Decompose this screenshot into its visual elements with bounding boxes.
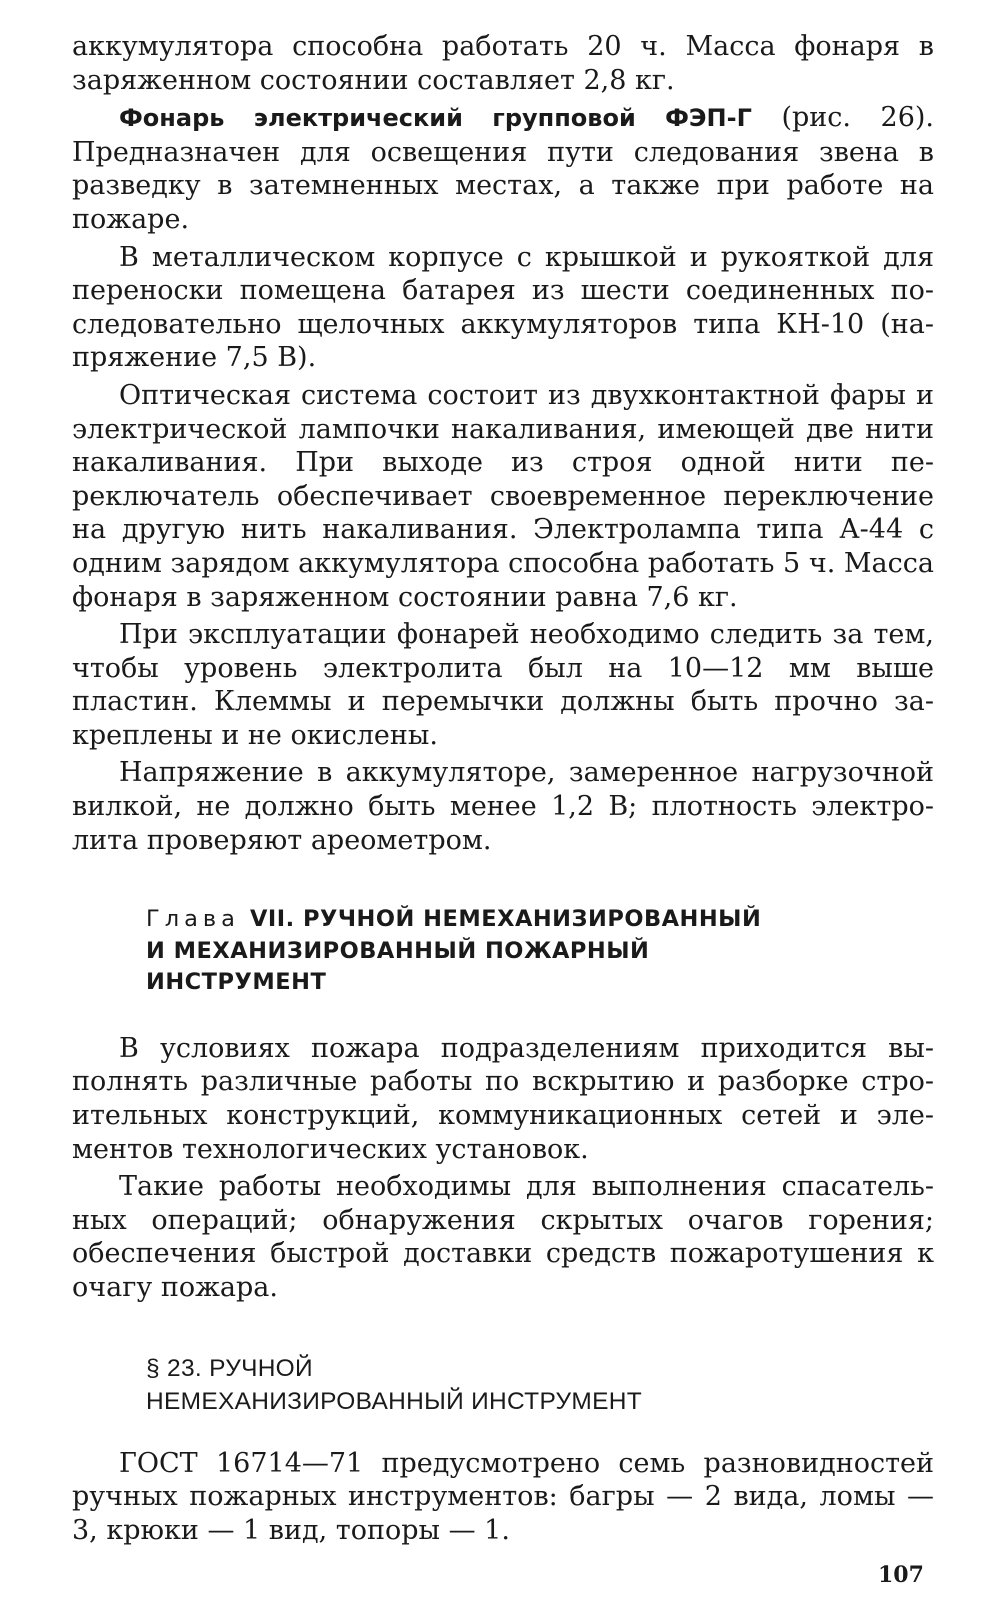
section-title-line-2: НЕМЕХАНИЗИРОВАННЫЙ ИНСТРУМЕНТ [146,1388,643,1415]
chapter-title-line-2: И МЕХАНИЗИРОВАННЫЙ ПОЖАРНЫЙ [146,937,650,964]
chapter-label: Глава [146,906,240,933]
paragraph-2-text: (рис. 26). Предназначен для освещения пути следования звена в разведку в затемненных местах, а также при работе на пожаре. [72,102,934,235]
book-page [72,30,934,1547]
lamp-title: Фонарь электрический групповой ФЭП-Г [119,104,752,133]
chapter-heading [146,904,934,999]
chapter-title-line-1: VII. РУЧНОЙ НЕМЕХАНИЗИРОВАННЫЙ [249,906,762,933]
paragraph-8: Такие работы необходимы для выполнения спасательных операций; обнаружения скрытых очагов горения; обеспечения быстрой доставки средств пожаротушения к очагу пожара. [72,1171,934,1303]
paragraph-4: Оптическая система состоит из двухконтактной фары и электрической лампочки накаливания, имеющей две нити накаливания. При выходе из строя одной нити переключатель обеспечивает своевременное переключение на другую нить накаливания. Электролампа типа А-44 с одним зарядом аккумулятора способна работать 5 ч. Масса фонаря в заряженном состоянии равна 7,6 кг. [72,379,934,613]
paragraph-1: аккумулятора способна работать 20 ч. Масса фонаря в заряженном состоянии составляет 2,8 кг. [72,31,934,96]
section-heading [146,1352,934,1419]
paragraph-6: Напряжение в аккумуляторе, замеренное нагрузочной вилкой, не должно быть менее 1,2 В; плотность электролита проверяют ареометром. [72,757,934,856]
paragraph-3: В металлическом корпусе с крышкой и рукояткой для переноски помещена батарея из шести соединенных последовательно щелочных аккумуляторов типа КН-10 (напряжение 7,5 В). [72,241,934,374]
page-number: 107 [878,1562,924,1588]
paragraph-7: В условиях пожара подразделениям приходится выполнять различные работы по вскрытию и разборке строительных конструкций, коммуникационных сетей и элементов технологических установок. [72,1032,934,1165]
chapter-title-line-3: ИНСТРУМЕНТ [146,969,327,996]
paragraph-9: ГОСТ 16714—71 предусмотрено семь разновидностей ручных пожарных инструментов: багры — 2 вида, ломы — 3, крюки — 1 вид, топоры — 1. [72,1447,934,1546]
paragraph-5: При эксплуатации фонарей необходимо следить за тем, чтобы уровень электролита был на 10—12 мм выше пластин. Клеммы и перемычки должны быть прочно закреплены и не окислены. [72,619,934,751]
paragraph-2 [72,101,934,236]
section-title-line-1: § 23. РУЧНОЙ [146,1354,313,1382]
